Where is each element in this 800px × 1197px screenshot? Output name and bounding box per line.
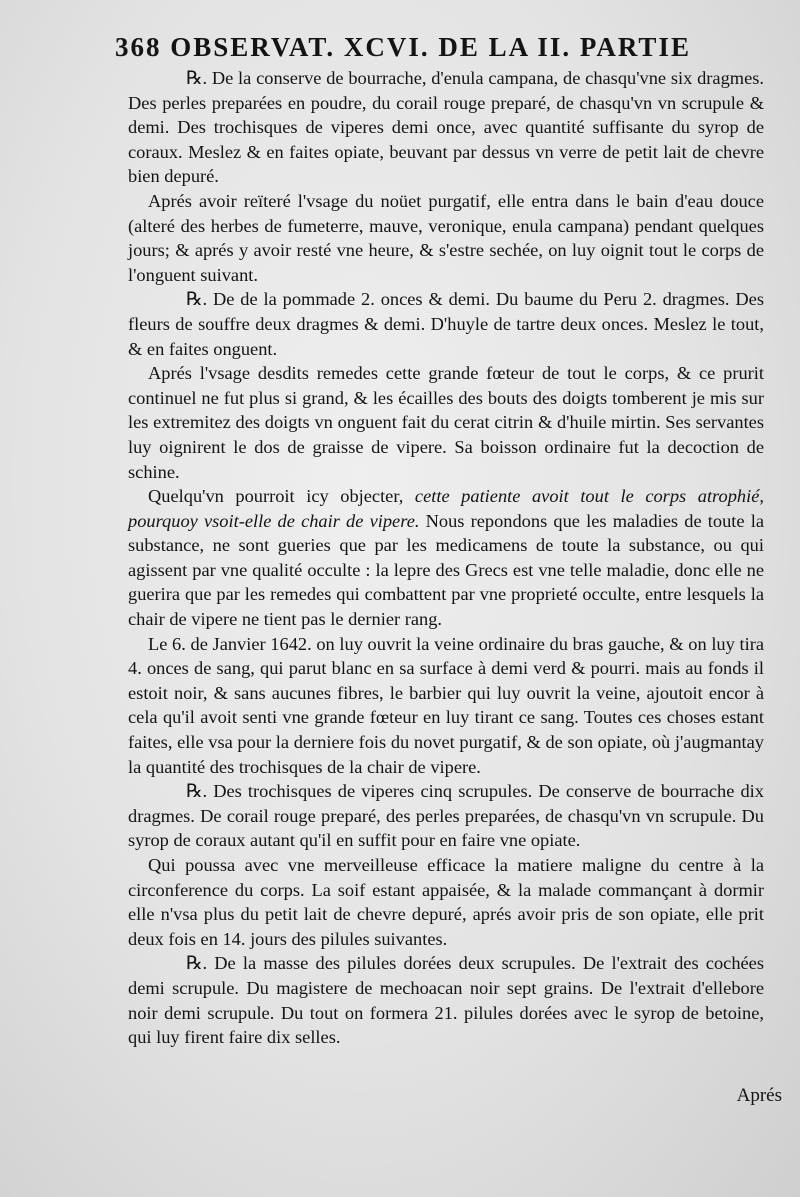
objection-paragraph [128,484,764,632]
page-body [128,66,764,1050]
body-paragraph: Qui poussa avec vne merveilleuse efficace la matiere maligne du centre à la circonference du corps. La soif estant appaisée, & la malade commançant à dormir elle n'vsa plus du petit lait de chevre depuré, aprés avoir pris de son opiate, elle prit deux fois en 14. jours des pilules suivantes. [128,855,764,949]
recipe-paragraph: ℞. Des trochisques de viperes cinq scrupules. De conserve de bourrache dix dragmes. De corail rouge preparé, des perles preparées, de chasqu'vn vn scrupule. Du syrop de coraux autant qu'il en suffit pour en faire vne opiate. [128,781,764,851]
body-paragraph: Le 6. de Janvier 1642. on luy ouvrit la veine ordinaire du bras gauche, & on luy tira 4. onces de sang, qui parut blanc en sa surface à demi verd & pourri. mais au fonds il estoit noir, & sans aucunes fibres, le barbier qui luy ouvrit la veine, ajoutoit encor à cela qu'il avoit senti vne grande fœteur en luy tirant ce sang. Toutes ces choses estant faites, elle vsa pour la derniere fois du novet purgatif, & de son opiate, où j'augmantay la quantité des trochisques de la chair de vipere. [128,633,764,777]
recipe-paragraph: ℞. De la masse des pilules dorées deux scrupules. De l'extrait des cochées demi scrupule. Du magistere de mechoacan noir sept grains. De l'extrait d'ellebore noir demi scrupule. Du tout on formera 21. pilules dorées avec le syrop de betoine, qui luy firent faire dix selles. [128,953,764,1048]
recipe-paragraph: ℞. De la conserve de bourrache, d'enula campana, de chasqu'vne six dragmes. Des perles preparées en poudre, du corail rouge preparé, de chasqu'vn vn scrupule & demi. Des trochisques de viperes demi once, avec quantité suffisante du syrop de coraux. Meslez & en faites opiate, beuvant par dessus vn verre de petit lait de chevre bien depuré. [128,68,764,187]
body-paragraph: Aprés avoir reïteré l'vsage du noüet purgatif, elle entra dans le bain d'eau douce (alteré des herbes de fumeterre, mauve, veronique, enula campana) pendant quelques jours; & aprés y avoir resté vne heure, & s'estre sechée, on luy oignit tout le corps de l'onguent suivant. [128,190,764,285]
running-header: 368 OBSERVAT. XCVI. DE LA II. PARTIE [115,32,691,62]
body-paragraph: Aprés l'vsage desdits remedes cette grande fœteur de tout le corps, & ce prurit continuel ne fut plus si grand, & les écailles des bouts des doigts tomberent je mis sur les extremitez des doigts vn onguent fait du cerat citrin & d'huile mirtin. Ses servantes luy oignirent le dos de graisse de vipere. Sa boisson ordinaire fut la decoction de schine. [128,363,764,482]
recipe-paragraph: ℞. De de la pommade 2. onces & demi. Du baume du Peru 2. dragmes. Des fleurs de souffre deux dragmes & demi. D'huyle de tartre deux onces. Meslez le tout, & en faites onguent. [128,289,764,359]
objection-italic: cette patiente avoit tout le corps atrophié, pourquoy vsoit-elle de chair de vipere. [128,486,764,531]
objection-lead: Quelqu'vn pourroit icy objecter, [148,486,415,507]
catchword: Aprés [736,1085,782,1106]
objection-reply: Nous repondons que les maladies de toute la substance, ne sont gueries que par les medicamens de toute la substance, ou qui agissent par vne qualité occulte : la lepre des Grecs est vne telle maladie, donc elle ne guerira que par les remedes qui combattent par vne proprieté occulte, entre lesquels la chair de vipere ne tient pas le dernier rang. [128,510,764,630]
